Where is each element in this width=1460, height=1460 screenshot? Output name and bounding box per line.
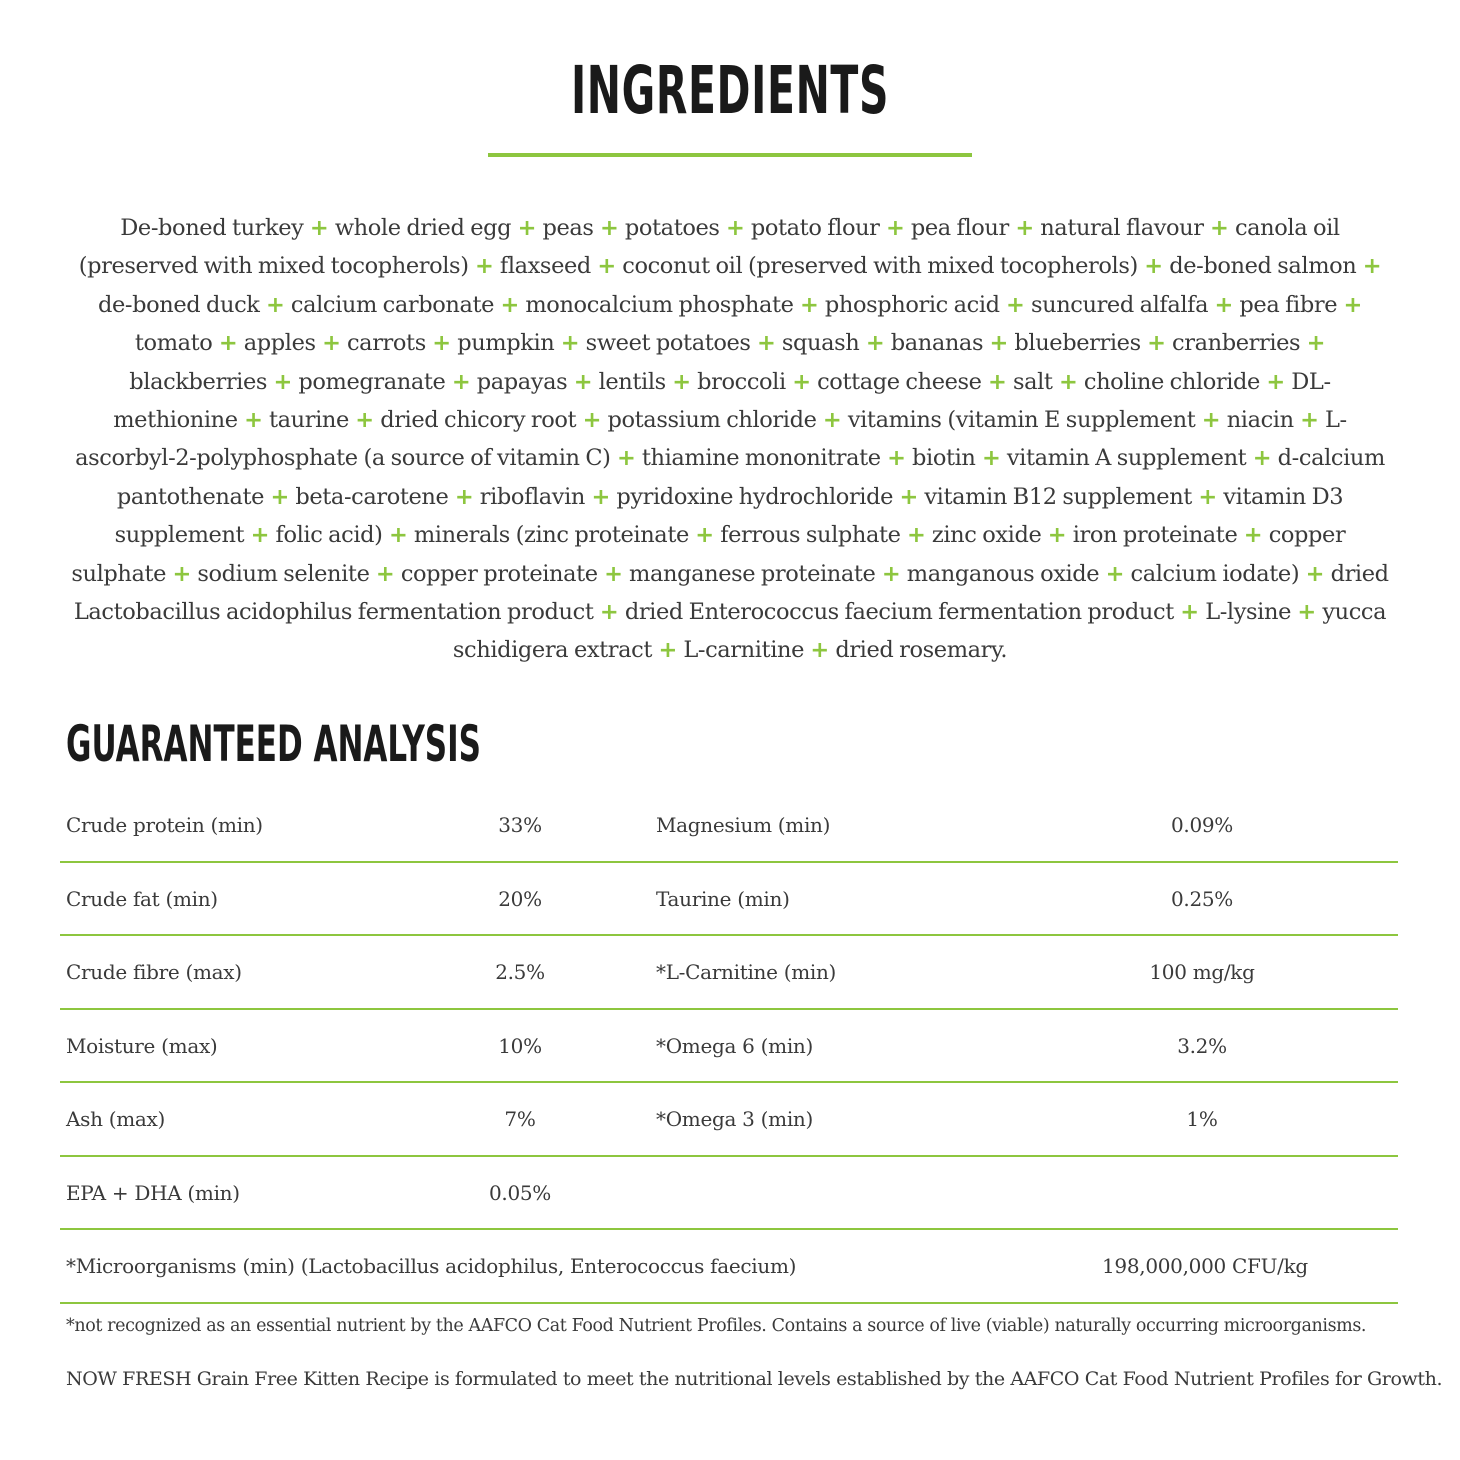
nutrient-label: *Omega 3 (min) <box>656 1107 814 1131</box>
ingredient-item: dried Enterococcus faecium fermentation product <box>624 599 1174 626</box>
analysis-row <box>60 789 1398 863</box>
plus-separator-icon: + <box>264 483 296 510</box>
ingredient-item: dried chicory root <box>380 407 577 434</box>
plus-separator-icon: + <box>665 368 698 395</box>
guaranteed-analysis-title: GUARANTEED ANALYSIS <box>66 715 481 773</box>
nutrient-value: 0.25% <box>1170 886 1234 911</box>
nutrient-label: Taurine (min) <box>656 886 790 911</box>
plus-separator-icon: + <box>1356 253 1382 280</box>
ingredient-item: canola oil (preserved with mixed tocopherols) <box>78 215 1340 280</box>
ingredient-item: pomegranate <box>298 368 446 395</box>
plus-separator-icon: + <box>610 445 642 472</box>
ingredient-item: cranberries <box>1172 330 1301 357</box>
plus-separator-icon: + <box>983 330 1015 357</box>
ingredient-item: calcium iodate) <box>1130 560 1300 587</box>
ingredient-item: riboflavin <box>479 483 586 510</box>
ingredient-item: blackberries <box>129 368 268 395</box>
ingredient-item: blueberries <box>1014 330 1141 357</box>
ingredient-item: potato flour <box>750 215 880 241</box>
ingredient-item: thiamine mononitrate <box>641 445 881 472</box>
plus-separator-icon: + <box>1137 253 1170 280</box>
plus-separator-icon: + <box>1052 368 1084 395</box>
nutrient-value: 0.05% <box>488 1180 552 1205</box>
plus-separator-icon: + <box>981 368 1013 395</box>
ingredient-item: bananas <box>890 330 984 357</box>
plus-separator-icon: + <box>244 522 276 549</box>
analysis-table <box>60 789 1398 1304</box>
plus-separator-icon: + <box>750 330 782 357</box>
ingredient-item: de-boned salmon <box>1169 253 1357 280</box>
nutrient-value: 2.5% <box>495 960 545 984</box>
ingredient-item: lentils <box>598 368 666 395</box>
ingredient-item: niacin <box>1226 407 1294 434</box>
ingredient-item: d-calcium pantothenate <box>116 445 1385 510</box>
plus-separator-icon: + <box>1246 445 1278 472</box>
ingredient-item: folic acid) <box>275 522 383 549</box>
nutrient-label: Moisture (max) <box>66 1033 218 1058</box>
plus-separator-icon: + <box>567 368 599 395</box>
nutrient-value: 20% <box>498 886 542 911</box>
ingredient-item: DL-methionine <box>113 368 1331 434</box>
ingredient-item: coconut oil (preserved with mixed tocopherols) <box>622 253 1138 280</box>
ingredient-item: whole dried egg <box>334 215 512 241</box>
nutrient-value: 3.2% <box>1177 1033 1227 1058</box>
ingredient-item: vitamin B12 supplement <box>924 483 1192 510</box>
ingredient-item: beta-carotene <box>295 483 449 510</box>
ingredient-item: manganous oxide <box>906 560 1100 587</box>
plus-separator-icon: + <box>859 330 891 357</box>
ingredient-item: de-boned duck <box>97 291 260 318</box>
ingredient-item: papayas <box>476 368 568 395</box>
ingredient-item: De-boned turkey <box>120 215 304 241</box>
ingredient-item: pea fibre <box>1239 291 1338 318</box>
plus-separator-icon: + <box>212 330 244 357</box>
plus-separator-icon: + <box>425 330 458 357</box>
plus-separator-icon: + <box>880 445 913 472</box>
analysis-row <box>60 1230 1398 1304</box>
plus-separator-icon: + <box>511 215 543 241</box>
plus-separator-icon: + <box>494 291 526 318</box>
plus-separator-icon: + <box>267 368 299 395</box>
ingredient-item: broccoli <box>697 368 786 395</box>
ingredient-item: flaxseed <box>499 253 591 280</box>
nutrient-value: 7% <box>504 1107 536 1131</box>
nutrient-label: *Microorganisms (min) (Lactobacillus acidophilus, Enterococcus faecium) <box>66 1254 797 1278</box>
nutrient-label: EPA + DHA (min) <box>66 1180 240 1205</box>
analysis-row <box>60 1157 1398 1231</box>
ingredient-item: peas <box>542 215 594 241</box>
nutrient-value: 1% <box>1186 1107 1218 1131</box>
analysis-row <box>60 1083 1398 1157</box>
ingredients-list <box>70 209 1390 670</box>
plus-separator-icon: + <box>369 560 401 587</box>
plus-separator-icon: + <box>804 637 836 664</box>
ingredient-item: sweet potatoes <box>585 330 751 357</box>
ingredient-item: dried rosemary. <box>835 637 1008 664</box>
ingredient-item: copper sulphate <box>71 522 1346 587</box>
ingredient-item: zinc oxide <box>931 522 1042 549</box>
ingredient-item: carrots <box>346 330 426 357</box>
ingredient-item: potassium chloride <box>607 407 817 434</box>
nutrient-label: Crude fibre (max) <box>66 960 242 984</box>
ingredient-item: taurine <box>268 407 349 434</box>
plus-separator-icon: + <box>597 560 630 587</box>
plus-separator-icon: + <box>893 483 925 510</box>
plus-separator-icon: + <box>259 291 291 318</box>
nutrient-label: Crude fat (min) <box>66 886 218 911</box>
plus-separator-icon: + <box>1237 522 1269 549</box>
ingredient-item: vitamin A supplement <box>1006 445 1247 472</box>
plus-separator-icon: + <box>1299 560 1331 587</box>
analysis-row <box>60 863 1398 937</box>
plus-separator-icon: + <box>303 215 335 241</box>
nutrient-label: *L-Carnitine (min) <box>656 960 837 984</box>
nutrient-value: 33% <box>498 813 542 837</box>
plus-separator-icon: + <box>576 407 608 434</box>
plus-separator-icon: + <box>348 407 381 434</box>
plus-separator-icon: + <box>816 407 848 434</box>
ingredients-title-rule <box>488 153 972 157</box>
nutrient-label: Crude protein (min) <box>66 813 263 837</box>
aafco-statement: NOW FRESH Grain Free Kitten Recipe is formulated to meet the nutritional levels established by the AAFCO Cat Food Nutrient Profiles for Growth. <box>66 1368 1443 1390</box>
plus-separator-icon: + <box>1291 599 1323 626</box>
ingredient-item: cottage cheese <box>817 368 982 395</box>
ingredient-item: salt <box>1012 368 1053 395</box>
ingredient-item: yucca schidigera extract <box>452 599 1387 664</box>
plus-separator-icon: + <box>1008 215 1041 241</box>
plus-separator-icon: + <box>237 407 269 434</box>
plus-separator-icon: + <box>1173 599 1206 626</box>
ingredient-item: biotin <box>912 445 976 472</box>
ingredient-item: monocalcium phosphate <box>525 291 794 318</box>
plus-separator-icon: + <box>1208 291 1240 318</box>
ingredient-item: calcium carbonate <box>290 291 495 318</box>
plus-separator-icon: + <box>652 637 684 664</box>
plus-separator-icon: + <box>793 291 825 318</box>
nutrient-value: 10% <box>498 1033 542 1058</box>
plus-separator-icon: + <box>590 253 623 280</box>
ingredient-item: copper proteinate <box>400 560 598 587</box>
ingredient-item: natural flavour <box>1040 215 1204 241</box>
ingredient-item: vitamin D3 supplement <box>114 483 1344 549</box>
ingredient-item: apples <box>243 330 316 357</box>
plus-separator-icon: + <box>785 368 818 395</box>
nutrient-label: Ash (max) <box>66 1107 166 1131</box>
plus-separator-icon: + <box>1195 407 1227 434</box>
nutrient-value: 100 mg/kg <box>1149 960 1255 984</box>
analysis-footnote: *not recognized as an essential nutrient by the AAFCO Cat Food Nutrient Profiles. Contains a source of live (viable) naturally occurring microorganisms. <box>66 1316 1367 1336</box>
ingredient-item: dried Lactobacillus acidophilus fermentation product <box>73 560 1389 626</box>
plus-separator-icon: + <box>593 215 625 241</box>
plus-separator-icon: + <box>688 522 721 549</box>
ingredient-item: potatoes <box>624 215 720 241</box>
ingredient-item: pyridoxine hydrochloride <box>616 483 894 510</box>
plus-separator-icon: + <box>554 330 586 357</box>
analysis-row <box>60 936 1398 1010</box>
ingredient-item: choline chloride <box>1083 368 1260 395</box>
plus-separator-icon: + <box>900 522 932 549</box>
nutrient-label: *Omega 6 (min) <box>656 1033 814 1058</box>
ingredient-item: phosphoric acid <box>824 291 1000 318</box>
plus-separator-icon: + <box>975 445 1007 472</box>
ingredients-title: INGREDIENTS <box>570 52 890 129</box>
ingredient-item: L-ascorbyl-2-polyphosphate (a source of vitamin C) <box>75 407 1347 472</box>
plus-separator-icon: + <box>999 291 1031 318</box>
nutrient-label: Magnesium (min) <box>656 813 831 837</box>
plus-separator-icon: + <box>448 483 480 510</box>
plus-separator-icon: + <box>315 330 347 357</box>
plus-separator-icon: + <box>468 253 500 280</box>
ingredient-item: iron proteinate <box>1072 522 1238 549</box>
plus-separator-icon: + <box>382 522 414 549</box>
plus-separator-icon: + <box>1293 407 1326 434</box>
plus-separator-icon: + <box>1337 291 1362 318</box>
plus-separator-icon: + <box>1259 368 1292 395</box>
plus-separator-icon: + <box>719 215 751 241</box>
ingredient-item: sodium selenite <box>197 560 370 587</box>
plus-separator-icon: + <box>166 560 198 587</box>
ingredient-item: L-carnitine <box>683 637 804 664</box>
ingredient-item: ferrous sulphate <box>720 522 901 549</box>
plus-separator-icon: + <box>879 215 911 241</box>
plus-separator-icon: + <box>1041 522 1073 549</box>
ingredient-item: pumpkin <box>457 330 555 357</box>
ingredient-item: suncured alfalfa <box>1030 291 1209 318</box>
plus-separator-icon: + <box>875 560 907 587</box>
plus-separator-icon: + <box>445 368 477 395</box>
nutrient-value: 198,000,000 CFU/kg <box>1102 1254 1308 1278</box>
plus-separator-icon: + <box>1203 215 1235 241</box>
ingredient-item: vitamins (vitamin E supplement <box>847 407 1196 434</box>
nutrient-value: 0.09% <box>1170 813 1234 837</box>
ingredient-item: L-lysine <box>1205 599 1291 626</box>
plus-separator-icon: + <box>1140 330 1173 357</box>
analysis-row <box>60 1010 1398 1084</box>
ingredient-item: pea flour <box>910 215 1009 241</box>
ingredient-item: squash <box>781 330 860 357</box>
plus-separator-icon: + <box>593 599 625 626</box>
ingredient-item: tomato <box>134 330 213 357</box>
plus-separator-icon: + <box>1300 330 1326 357</box>
ingredient-item: minerals (zinc proteinate <box>413 522 689 549</box>
plus-separator-icon: + <box>1099 560 1131 587</box>
ingredient-item: manganese proteinate <box>629 560 876 587</box>
plus-separator-icon: + <box>585 483 617 510</box>
plus-separator-icon: + <box>1191 483 1224 510</box>
